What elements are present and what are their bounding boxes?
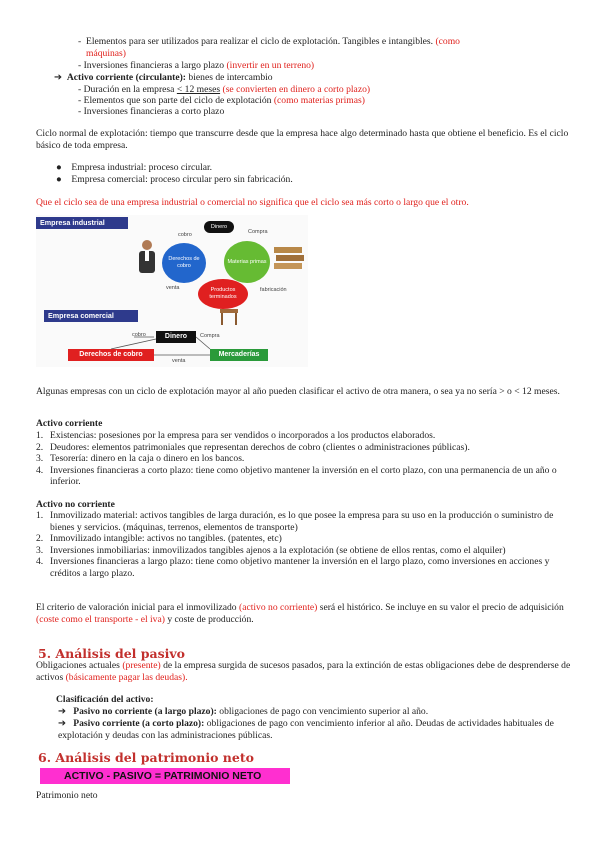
activo-no-corriente-list: 1. Inmovilizado material: activos tangibles de larga duración, es lo que posee la empresa para su uso en la producción o suministro de bienes y servicios. (máquinas, terrenos, elementos de transporte) 2. Inmovilizado intangible: activos no tangibles. (patentes, etc) 3. Inversiones inmobiliarias: inmovilizados tangibles ajenos a la explotación (se obtiene de ellos rentas, como el alquiler) 4. Inversiones financieras a largo plazo: tiene como objetivo mantener la inversión en el largo plazo, como inversiones en acciones y créditos a largo plazo. [36, 510, 554, 579]
dinero-node: Dinero [204, 221, 234, 233]
productos-circle: Productos terminados [198, 279, 248, 309]
bullet-item [56, 174, 293, 186]
venta-label: venta [166, 285, 180, 291]
paragraph: Algunas empresas con un ciclo de explotación mayor al año pueden clasificar el activo de otra manera, o sea ya no sería > o < 12 meses. [36, 386, 560, 397]
item-text: Elementos que son parte del ciclo de explotación [83, 95, 272, 106]
comercial-compra-label: Compra [200, 333, 220, 339]
derechos-circle: Derechos de cobro [162, 243, 206, 283]
bullet-icon: ● [56, 162, 62, 173]
highlight-note: Que el ciclo sea de una empresa industrial o comercial no significa que el ciclo sea más corto o largo que el otro. [36, 197, 469, 208]
item-text: Inversiones financieras a corto plazo [83, 106, 225, 117]
comercial-venta-label: venta [172, 358, 186, 364]
comercial-dinero-node: Dinero [156, 331, 196, 343]
explotation-cycle-diagram [36, 215, 308, 367]
activo-no-corriente-title: Activo no corriente [36, 499, 115, 510]
patrimonio-heading: 6. Análisis del patrimonio neto [38, 750, 254, 765]
text: Obligaciones actuales [36, 660, 120, 671]
note: (activo no corriente) [239, 602, 318, 613]
list-item: Tesorería: dinero en la caja o dinero en los bancos. [50, 453, 245, 464]
fabricacion-label: fabricación [260, 287, 287, 293]
list-item: Inmovilizado intangible: activos no tangibles. (patentes, etc) [50, 533, 282, 544]
text: de la empresa surgida de sucesos pasados, para la extinción de estas obligaciones debe de desprenderse de activos [36, 660, 571, 683]
pasivo-corriente-item [58, 718, 576, 741]
item-note: (como materias primas) [273, 95, 365, 106]
activo-circulante-heading [54, 72, 273, 84]
bullet-text: Empresa comercial: proceso circular pero sin fabricación. [71, 174, 293, 185]
list-item: Inversiones financieras a largo plazo: tiene como objetivo mantener la inversión en el largo plazo, como inversiones en acciones y créditos a largo plazo. [50, 556, 550, 579]
item-text: Duración en la empresa [83, 84, 175, 95]
paragraph: Ciclo normal de explotación: tiempo que transcurre desde que la empresa hace algo determinado hasta que obtiene el beneficio. Es el ciclo básico de toda empresa. [36, 128, 569, 151]
item-text: Inversiones financieras a largo plazo [83, 60, 225, 71]
cobro-label: cobro [178, 232, 192, 238]
arrow-right-icon: ➔ [54, 72, 63, 83]
pasivo-no-corriente-item [58, 706, 428, 718]
list-item: Deudores: elementos patrimoniales que representan derechos de cobro (clientes o administraciones públicas). [50, 441, 470, 453]
comercial-cobro-label: cobro [132, 332, 146, 338]
text: El criterio de valoración inicial para el inmovilizado [36, 602, 237, 613]
activo-corriente-list: 1. Existencias: posesiones por la empresa para ser vendidos o incorporados a los productos elaborados. 2. Deudores: elementos patrimoniales que representan derechos de cobro (clientes o administraciones públicas). 3. Tesorería: dinero en la caja o dinero en los bancos. 4. Inversiones financieras a corto plazo: tiene como objetivo mantener la inversión en el corto plazo, con una permanencia de un año o inferior. [36, 430, 557, 487]
note: (básicamente pagar las deudas). [65, 671, 188, 683]
list-item: Inversiones financieras a corto plazo: tiene como objetivo mantener la inversión en el corto plazo, con una permanencia de un año o inferior. [50, 464, 557, 487]
item-underlined: < 12 meses [176, 84, 221, 95]
item-text: Elementos para ser utilizados para realizar el ciclo de explotación. Tangibles e intangibles. [86, 36, 434, 47]
list-item: - Inversiones financieras a corto plazo [78, 106, 225, 117]
note: (coste como el transporte - el iva) [36, 613, 165, 625]
list-item: - Duración en la empresa < 12 meses (se convierten en dinero a corto plazo) [78, 84, 371, 95]
item-title: Pasivo corriente (a corto plazo): [73, 718, 205, 729]
item-note: (invertir en un terreno) [226, 60, 315, 71]
list-item: - Elementos para ser utilizados para realizar el ciclo de explotación. Tangibles e intangibles. (como máquinas) [78, 36, 460, 59]
formula-bar: ACTIVO - PASIVO = PATRIMONIO NETO [40, 768, 290, 784]
comercial-derechos-node: Derechos de cobro [68, 349, 154, 361]
bullet-item [56, 162, 212, 174]
materias-circle: Materias primas [224, 241, 270, 283]
diagram-arrows [36, 215, 308, 367]
list-item: - Elementos que son parte del ciclo de explotación (como materias primas) [78, 95, 365, 106]
list-item: - Inversiones financieras a largo plazo (invertir en un terreno) [78, 60, 315, 71]
clasificacion-title: Clasificación del activo: [56, 694, 154, 705]
industrial-banner: Empresa industrial [36, 217, 128, 229]
arrow-right-icon: ➔ [58, 706, 67, 717]
list-item: Inmovilizado material: activos tangibles de larga duración, es lo que posee la empresa para su uso en la producción o suministro de bienes y servicios. (máquinas, terrenos, elementos de transporte) [50, 510, 554, 533]
heading-text: Activo corriente (circulante): [66, 72, 187, 83]
pasivo-heading: 5. Análisis del pasivo [38, 646, 185, 661]
patrimonio-text: Patrimonio neto [36, 790, 98, 801]
item-note: (como [435, 36, 460, 47]
arrow-right-icon: ➔ [58, 718, 67, 729]
list-item: Existencias: posesiones por la empresa para ser vendidos o incorporados a los productos elaborados. [50, 430, 436, 441]
compra-label: Compra [248, 229, 268, 235]
heading-desc: bienes de intercambio [188, 72, 273, 83]
text: y coste de producción. [167, 613, 254, 625]
item-title: Pasivo no corriente (a largo plazo): [73, 706, 217, 717]
bullet-text: Empresa industrial: proceso circular. [71, 162, 213, 173]
item-desc: obligaciones de pago con vencimiento superior al año. [219, 706, 429, 717]
comercial-mercaderias-node: Mercaderías [210, 349, 268, 361]
activo-corriente-title: Activo corriente [36, 418, 103, 429]
item-note-cont: máquinas) [86, 47, 126, 59]
note: (presente) [122, 660, 161, 671]
pasivo-paragraph [36, 660, 576, 683]
criterio-paragraph [36, 602, 574, 625]
item-desc: obligaciones de pago con vencimiento inferior al año. Deudas de actividades habituales de explotación y deudas con las administraciones públicas. [58, 718, 554, 741]
text: será el histórico. Se incluye en su valor el precio de adquisición [319, 602, 564, 613]
item-note: (se convierten en dinero a corto plazo) [222, 84, 371, 95]
list-item: Inversiones inmobiliarias: inmovilizados tangibles ajenos a la explotación (se obtiene de ellos rentas, como el alquiler) [50, 544, 506, 556]
comercial-banner: Empresa comercial [44, 310, 138, 322]
bullet-icon: ● [56, 174, 62, 185]
